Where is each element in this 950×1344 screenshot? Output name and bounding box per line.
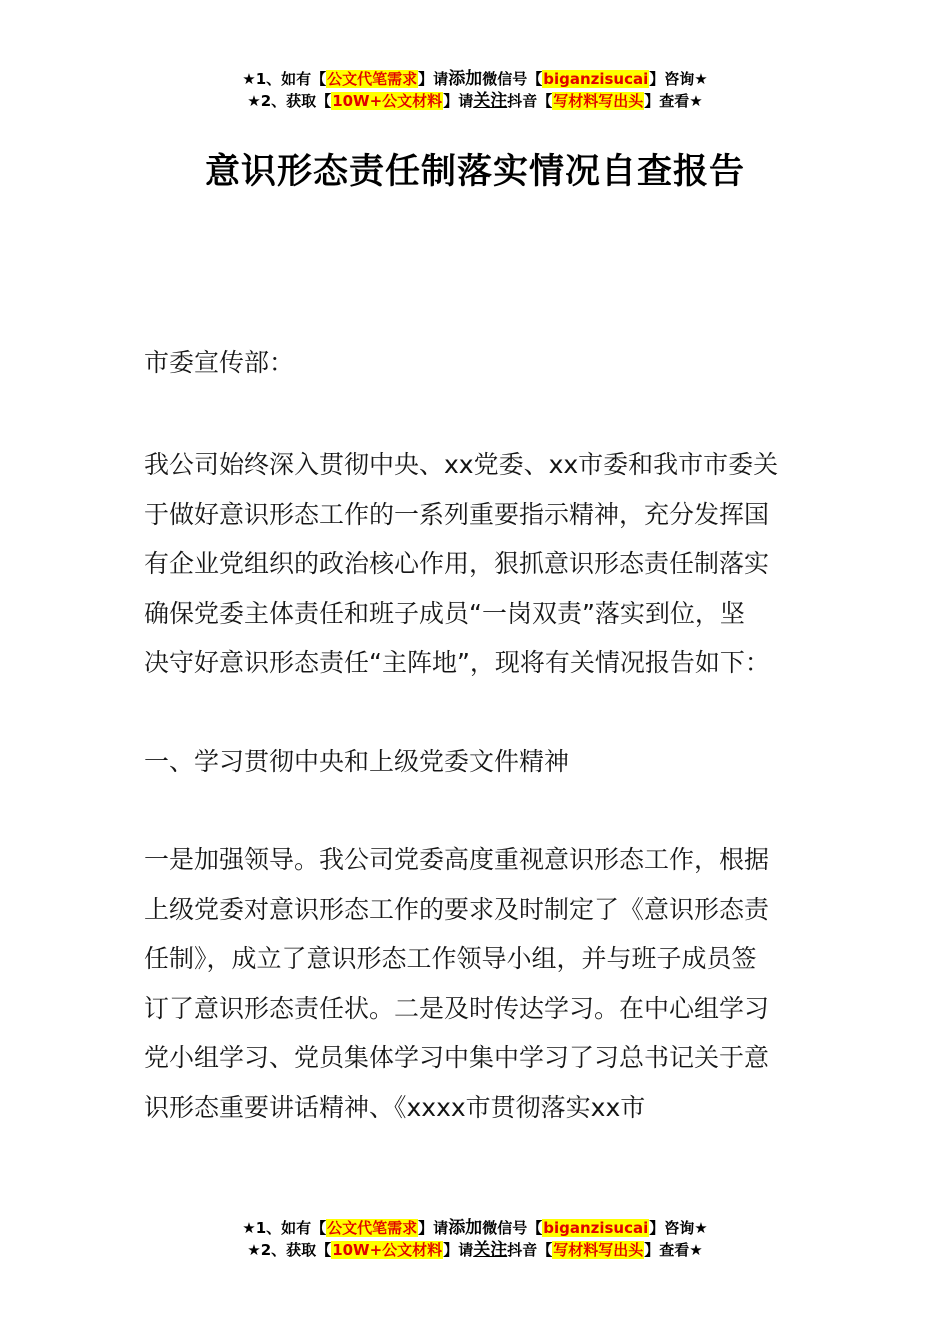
banner-emphasis: 关注 bbox=[473, 91, 508, 111]
banner-text: 微信号【 bbox=[482, 70, 543, 88]
banner-text: 】查看★ bbox=[644, 1241, 703, 1259]
paragraph-line: 有企业党组织的政治核心作用，狠抓意识形态责任制落实 bbox=[144, 549, 770, 578]
banner-line-2 bbox=[0, 1239, 950, 1261]
banner-emphasis: 关注 bbox=[473, 1240, 508, 1260]
paragraph-line: 确保党委主体责任和班子成员“一岗双责”落实到位，坚 bbox=[144, 598, 745, 628]
paragraph-line: 决守好意识形态责任“主阵地”，现将有关情况报告如下： bbox=[144, 648, 770, 677]
banner-highlight: biganzisucai bbox=[543, 1219, 649, 1237]
banner-emphasis: 添加 bbox=[448, 69, 483, 89]
banner-text: 】请 bbox=[443, 92, 474, 110]
banner-text: 】咨询★ bbox=[649, 1219, 708, 1237]
banner-highlight: 写材料写出头 bbox=[553, 1241, 644, 1259]
top-banner bbox=[0, 68, 950, 112]
banner-line-1 bbox=[0, 1217, 950, 1239]
banner-text: ★2、获取【 bbox=[247, 92, 332, 110]
paragraph-line: 上级党委对意识形态工作的要求及时制定了《意识形态责 bbox=[144, 894, 770, 924]
banner-line-2 bbox=[0, 90, 950, 112]
paragraph-1 bbox=[144, 440, 808, 688]
banner-text: 微信号【 bbox=[482, 1219, 543, 1237]
banner-text: 抖音【 bbox=[507, 92, 553, 110]
banner-highlight: 公文代笔需求 bbox=[327, 70, 418, 88]
paragraph-line: 我公司始终深入贯彻中央、xx党委、xx市委和我市市委关 bbox=[144, 450, 779, 479]
document-title: 意识形态责任制落实情况自查报告 bbox=[204, 152, 745, 192]
banner-text: 抖音【 bbox=[507, 1241, 553, 1259]
banner-text: 】查看★ bbox=[644, 92, 703, 110]
paragraph-line: 订了意识形态责任状。二是及时传达学习。在中心组学习 bbox=[144, 993, 770, 1023]
paragraph-line: 任制》，成立了意识形态工作领导小组，并与班子成员签 bbox=[144, 944, 757, 973]
paragraph-line: 识形态重要讲话精神、《xxxx市贯彻落实xx市 bbox=[144, 1092, 646, 1122]
banner-text: 】请 bbox=[418, 1219, 449, 1237]
banner-text: 】请 bbox=[443, 1241, 474, 1259]
banner-highlight: 10W+公文材料 bbox=[332, 1241, 443, 1259]
banner-line-1 bbox=[0, 68, 950, 90]
banner-emphasis: 添加 bbox=[448, 1218, 483, 1238]
paragraph-line: 一是加强领导。我公司党委高度重视意识形态工作，根据 bbox=[144, 845, 770, 874]
banner-text: 】咨询★ bbox=[649, 70, 708, 88]
bottom-banner bbox=[0, 1217, 950, 1261]
banner-highlight: 写材料写出头 bbox=[553, 92, 644, 110]
paragraph-line: 于做好意识形态工作的一系列重要指示精神，充分发挥国 bbox=[144, 499, 770, 529]
banner-text: ★2、获取【 bbox=[247, 1241, 332, 1259]
banner-highlight: biganzisucai bbox=[543, 70, 649, 88]
banner-text: ★1、如有【 bbox=[242, 1219, 327, 1237]
banner-highlight: 10W+公文材料 bbox=[332, 92, 443, 110]
paragraph-2 bbox=[144, 835, 808, 1132]
section-heading: 一、学习贯彻中央和上级党委文件精神 bbox=[144, 747, 570, 776]
banner-highlight: 公文代笔需求 bbox=[327, 1219, 418, 1237]
banner-text: ★1、如有【 bbox=[242, 70, 327, 88]
banner-text: 】请 bbox=[418, 70, 449, 88]
paragraph-line: 党小组学习、党员集体学习中集中学习了习总书记关于意 bbox=[144, 1043, 770, 1072]
salutation: 市委宣传部： bbox=[144, 348, 295, 377]
